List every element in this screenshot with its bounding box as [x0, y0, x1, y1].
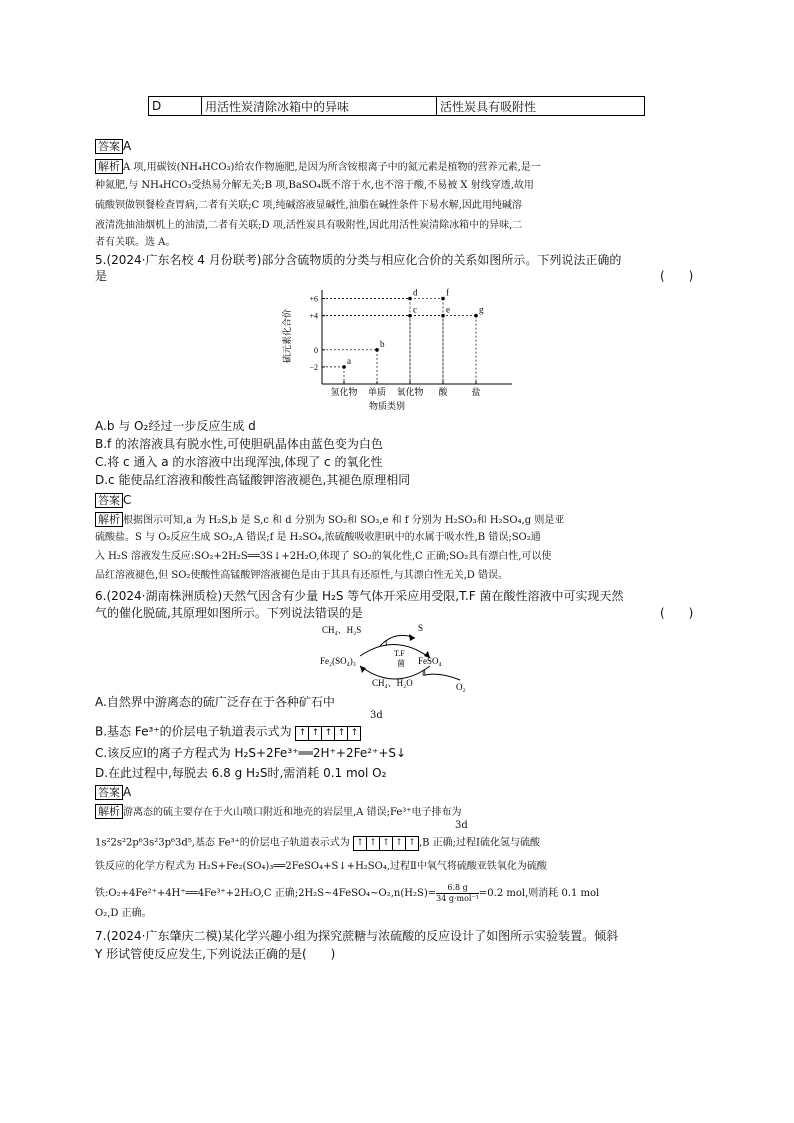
diagram-label: Ⅰ	[385, 639, 388, 648]
analysis-text: 根据图示可知,a 为 H₂S,b 是 S,c 和 d 分别为 SO₂和 SO₃,e 和 f 分别为 H₂SO₃和 H₂SO₄,g 则是亚	[123, 515, 565, 526]
orbital-box: ↑	[393, 836, 406, 851]
q4-answer	[95, 138, 131, 154]
option-b-text: B.基态 Fe³⁺的价层电子轨道表示式为	[95, 724, 292, 739]
fraction	[436, 883, 479, 904]
analysis-label: 解析	[95, 159, 123, 174]
q6-analysis-line-5: O₂,D 正确。	[95, 908, 152, 919]
q4-analysis-line-3: 硫酸钡做钡餐检查胃病,二者有关联;C 项,纯碱溶液显碱性,油脂在碱性条件下易水解,因此用纯碱溶	[95, 200, 522, 211]
q6-analysis-line-4	[95, 883, 599, 904]
q5-analysis-line-1	[95, 511, 564, 529]
orbital-label: 3d	[455, 820, 468, 831]
point-label: b	[380, 338, 385, 349]
q5-answer	[95, 492, 131, 508]
diagram-label: CH₄、H₂O	[372, 678, 413, 688]
q6-option-a: A.自然界中游离态的硫广泛存在于各种矿石中	[95, 695, 335, 709]
q5-analysis-line-3: 入 H₂S 溶液发生反应:SO₂+2H₂S══3S↓+2H₂O,体现了 SO₂的氧化性,C 正确;SO₂具有漂白性,可以使	[95, 551, 552, 562]
data-point	[474, 314, 478, 318]
point-label: a	[347, 355, 351, 366]
diagram-label: Fe₂(SO₄)₃	[320, 656, 356, 666]
point-label: f	[446, 287, 449, 298]
fraction-numerator: 6.8 g	[436, 883, 479, 894]
data-point	[342, 365, 346, 369]
orbital-box: ↑	[380, 836, 393, 851]
analysis-label: 解析	[95, 512, 123, 527]
y-axis-label: 硫元素化合价	[283, 308, 293, 364]
table-row	[149, 97, 645, 116]
q7-stem-2: Y 形试管使反应发生,下列说法正确的是( )	[95, 947, 336, 961]
analysis-text: ,B 正确;过程Ⅰ硫化氢与硫酸	[418, 837, 540, 849]
table-cell: D	[149, 97, 202, 116]
y-tick-label: +4	[309, 311, 318, 321]
orbital-box: ↑	[309, 726, 322, 741]
diagram-label: S	[418, 623, 424, 633]
table-cell: 用活性炭清除冰箱中的异味	[202, 97, 437, 116]
answer-label: 答案	[95, 139, 123, 154]
orbital-box: ↑	[348, 726, 361, 741]
q6-stem-2: 气的催化脱硫,其原理如图所示。下列说法错误的是	[95, 606, 363, 620]
q4-analysis-line-1	[95, 158, 541, 176]
q4-analysis-line-4: 液清洗抽油烟机上的油渍,二者有关联;D 项,活性炭具有吸附性,因此用活性炭清除冰箱中的异味,二	[95, 220, 523, 231]
diagram-label: FeSO₄	[418, 656, 442, 666]
diagram-label: O₂	[456, 682, 466, 692]
point-label: g	[479, 304, 484, 315]
q6-answer-paren: ( )	[660, 606, 694, 620]
data-point	[375, 348, 379, 352]
q6-analysis-line-3: 铁反应的化学方程式为 H₂S+Fe₂(SO₄)₃══2FeSO₄+S↓+H₂SO₄,过程Ⅱ中氧气将硫酸亚铁氧化为硫酸	[95, 861, 547, 872]
orbital-box: ↑	[322, 726, 335, 741]
q6-answer-value: A	[123, 785, 132, 799]
analysis-text: =0.2 mol,则消耗 0.1 mol	[478, 888, 600, 899]
orbital-box: ↑	[353, 836, 367, 851]
q5-stem: 5.(2024·广东名校 4 月份联考)部分含硫物质的分类与相应化合价的关系如图所示。下列说法正确的	[95, 253, 622, 267]
data-point	[441, 297, 445, 301]
analysis-text: 铁:O₂+4Fe²⁺+4H⁺══4Fe³⁺+2H₂O,C 正确;2H₂S~4FeSO₄~O₂,n(H₂S)=	[95, 888, 437, 899]
answer-label: 答案	[95, 785, 123, 800]
point-label: c	[413, 304, 417, 315]
q4-answer-value: A	[123, 139, 132, 153]
x-tick-label: 单质	[367, 388, 387, 398]
orbital-label: 3d	[370, 710, 383, 721]
answer-label: 答案	[95, 493, 123, 508]
diagram-label: CH₄、H₂S	[322, 625, 362, 635]
diagram-label: T.F	[394, 649, 405, 658]
analysis-label: 解析	[95, 804, 123, 819]
q6-option-c: C.该反应Ⅰ的离子方程式为 H₂S+2Fe³⁺══2H⁺+2Fe²⁺+S↓	[95, 746, 407, 760]
orbital-box: ↑	[367, 836, 380, 851]
q6-option-d: D.在此过程中,每脱去 6.8 g H₂S时,需消耗 0.1 mol O₂	[95, 766, 387, 780]
desulfurization-cycle-diagram	[320, 620, 480, 694]
q5-option-d: D.c 能使品红溶液和酸性高锰酸钾溶液褪色,其褪色原理相同	[95, 473, 411, 487]
point-label: d	[413, 287, 418, 298]
q7-stem: 7.(2024·广东肇庆二模)某化学兴趣小组为探究蔗糖与浓硫酸的反应设计了如图所示实验装置。倾斜	[95, 929, 619, 943]
orbital-box: ↑	[335, 726, 348, 741]
table-cell: 活性炭具有吸附性	[437, 97, 645, 116]
option-table	[148, 96, 645, 116]
point-label: e	[446, 304, 450, 315]
analysis-text: A 项,用碳铵(NH₄HCO₃)给农作物施肥,是因为所含铵根离子中的氮元素是植物的营养元素,是一	[123, 162, 541, 173]
y-tick-label: 0	[314, 345, 318, 355]
q5-analysis-line-2: 硫酸盐。S 与 O₂反应生成 SO₂,A 错误;f 是 H₂SO₄,浓硫酸吸收胆矾中的水属于吸水性,B 错误;SO₂通	[95, 532, 541, 543]
fraction-denominator: 34 g·mol⁻¹	[436, 894, 479, 903]
q6-stem: 6.(2024·湖南株洲质检)天然气因含有少量 H₂S 等气体开采应用受限,T.F 菌在酸性溶液中可实现天然	[95, 589, 624, 603]
q5-option-b: B.f 的浓溶液具有脱水性,可使胆矾晶体由蓝色变为白色	[95, 437, 383, 451]
x-tick-label: 氢化物	[330, 388, 358, 398]
orbital-box: ↑	[406, 836, 419, 851]
x-tick-label: 酸	[438, 388, 448, 398]
q5-analysis-line-4: 品红溶液褪色,但 SO₂使酸性高锰酸钾溶液褪色是由于其具有还原性,与其漂白性无关,D 错误。	[95, 570, 508, 581]
q5-answer-paren: ( )	[660, 269, 694, 283]
analysis-text: 游离态的硫主要存在于火山喷口附近和地壳的岩层里,A 错误;Fe³⁺电子排布为	[123, 807, 462, 818]
sulfur-valence-chart	[280, 284, 520, 416]
orbital-diagram	[353, 835, 419, 851]
q5-option-c: C.将 c 通入 a 的水溶液中出现浑浊,体现了 c 的氧化性	[95, 455, 383, 469]
orbital-box: ↑	[295, 726, 309, 741]
x-axis-label: 物质类别	[368, 402, 406, 412]
q5-option-a: A.b 与 O₂经过一步反应生成 d	[95, 419, 256, 433]
analysis-text: 1s²2s²2p⁶3s²3p⁶3d⁵,基态 Fe³⁺的价层电子轨道表示式为	[95, 837, 350, 849]
y-tick-label: +6	[309, 294, 318, 304]
q6-analysis-line-2	[95, 835, 540, 852]
q6-option-b	[95, 723, 361, 741]
q4-analysis-line-2: 种氮肥,与 NH₄HCO₃受热易分解无关;B 项,BaSO₄既不溶于水,也不溶于酸,不易被 X 射线穿透,故用	[95, 180, 534, 191]
q4-analysis-line-5: 者有关联。选 A。	[95, 237, 176, 248]
orbital-diagram	[295, 723, 361, 741]
diagram-label: Ⅱ	[422, 669, 426, 678]
q5-stem-2: 是	[95, 269, 108, 283]
diagram-label: 菌	[397, 659, 405, 668]
q6-analysis-line-1	[95, 803, 462, 821]
x-tick-label: 盐	[471, 388, 481, 398]
q5-answer-value: C	[123, 493, 132, 507]
y-tick-label: −2	[309, 362, 318, 372]
x-tick-label: 氧化物	[396, 388, 424, 398]
q6-answer	[95, 784, 131, 800]
